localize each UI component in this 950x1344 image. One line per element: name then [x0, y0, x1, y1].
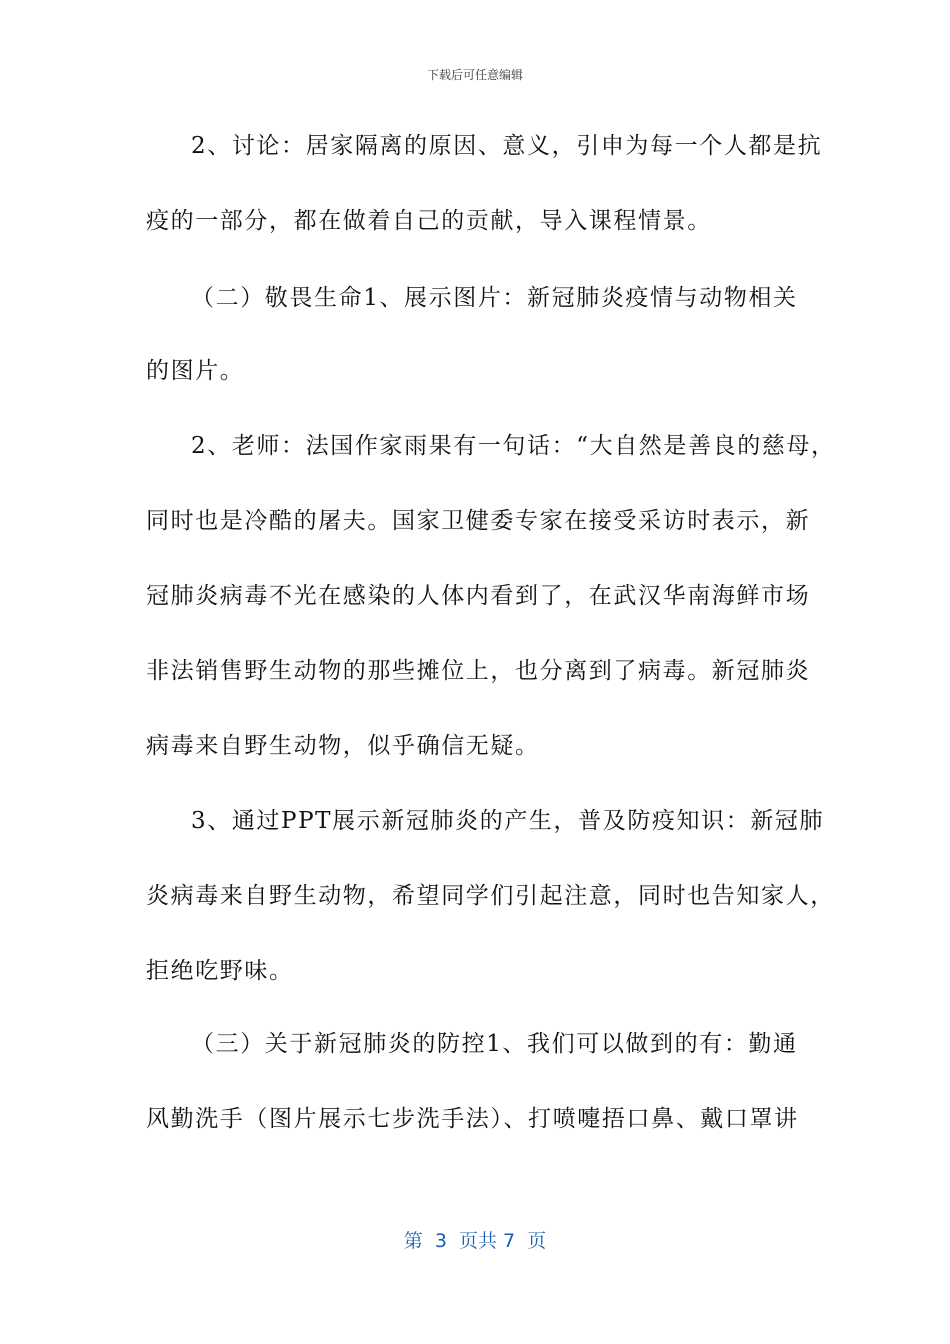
page-number-footer: 第 3 页共 7 页 [403, 1230, 547, 1252]
paragraph-line: 疫的一部分，都在做着自己的贡献，导入课程情景。 [146, 208, 712, 234]
paragraph-line: 拒绝吃野味。 [146, 958, 294, 984]
paragraph-line: 风勤洗手（图片展示七步洗手法）、打喷嚏捂口鼻、戴口罩讲 [146, 1106, 799, 1132]
paragraph-line: 2、老师：法国作家雨果有一句话：“大自然是善良的慈母， [191, 433, 836, 459]
paragraph-line: 3、通过PPT展示新冠肺炎的产生，普及防疫知识：新冠肺 [191, 808, 825, 834]
paragraph-line: 非法销售野生动物的那些摊位上，也分离到了病毒。新冠肺炎 [146, 658, 811, 684]
paragraph-line: 冠肺炎病毒不光在感染的人体内看到了，在武汉华南海鲜市场 [146, 583, 811, 609]
paragraph-line: 2、讨论：居家隔离的原因、意义，引申为每一个人都是抗 [191, 133, 823, 159]
paragraph-line: （三）关于新冠肺炎的防控1、我们可以做到的有：勤通 [191, 1031, 798, 1057]
paragraph-line: 炎病毒来自野生动物，希望同学们引起注意，同时也告知家人， [146, 883, 835, 909]
paragraph-line: 同时也是冷酷的屠夫。国家卫健委专家在接受采访时表示，新 [146, 508, 811, 534]
page-header: 下载后可任意编辑 [426, 68, 523, 82]
paragraph-line: （二）敬畏生命1、展示图片：新冠肺炎疫情与动物相关 [191, 285, 798, 311]
paragraph-line: 的图片。 [146, 358, 245, 384]
paragraph-line: 病毒来自野生动物，似乎确信无疑。 [146, 733, 540, 759]
